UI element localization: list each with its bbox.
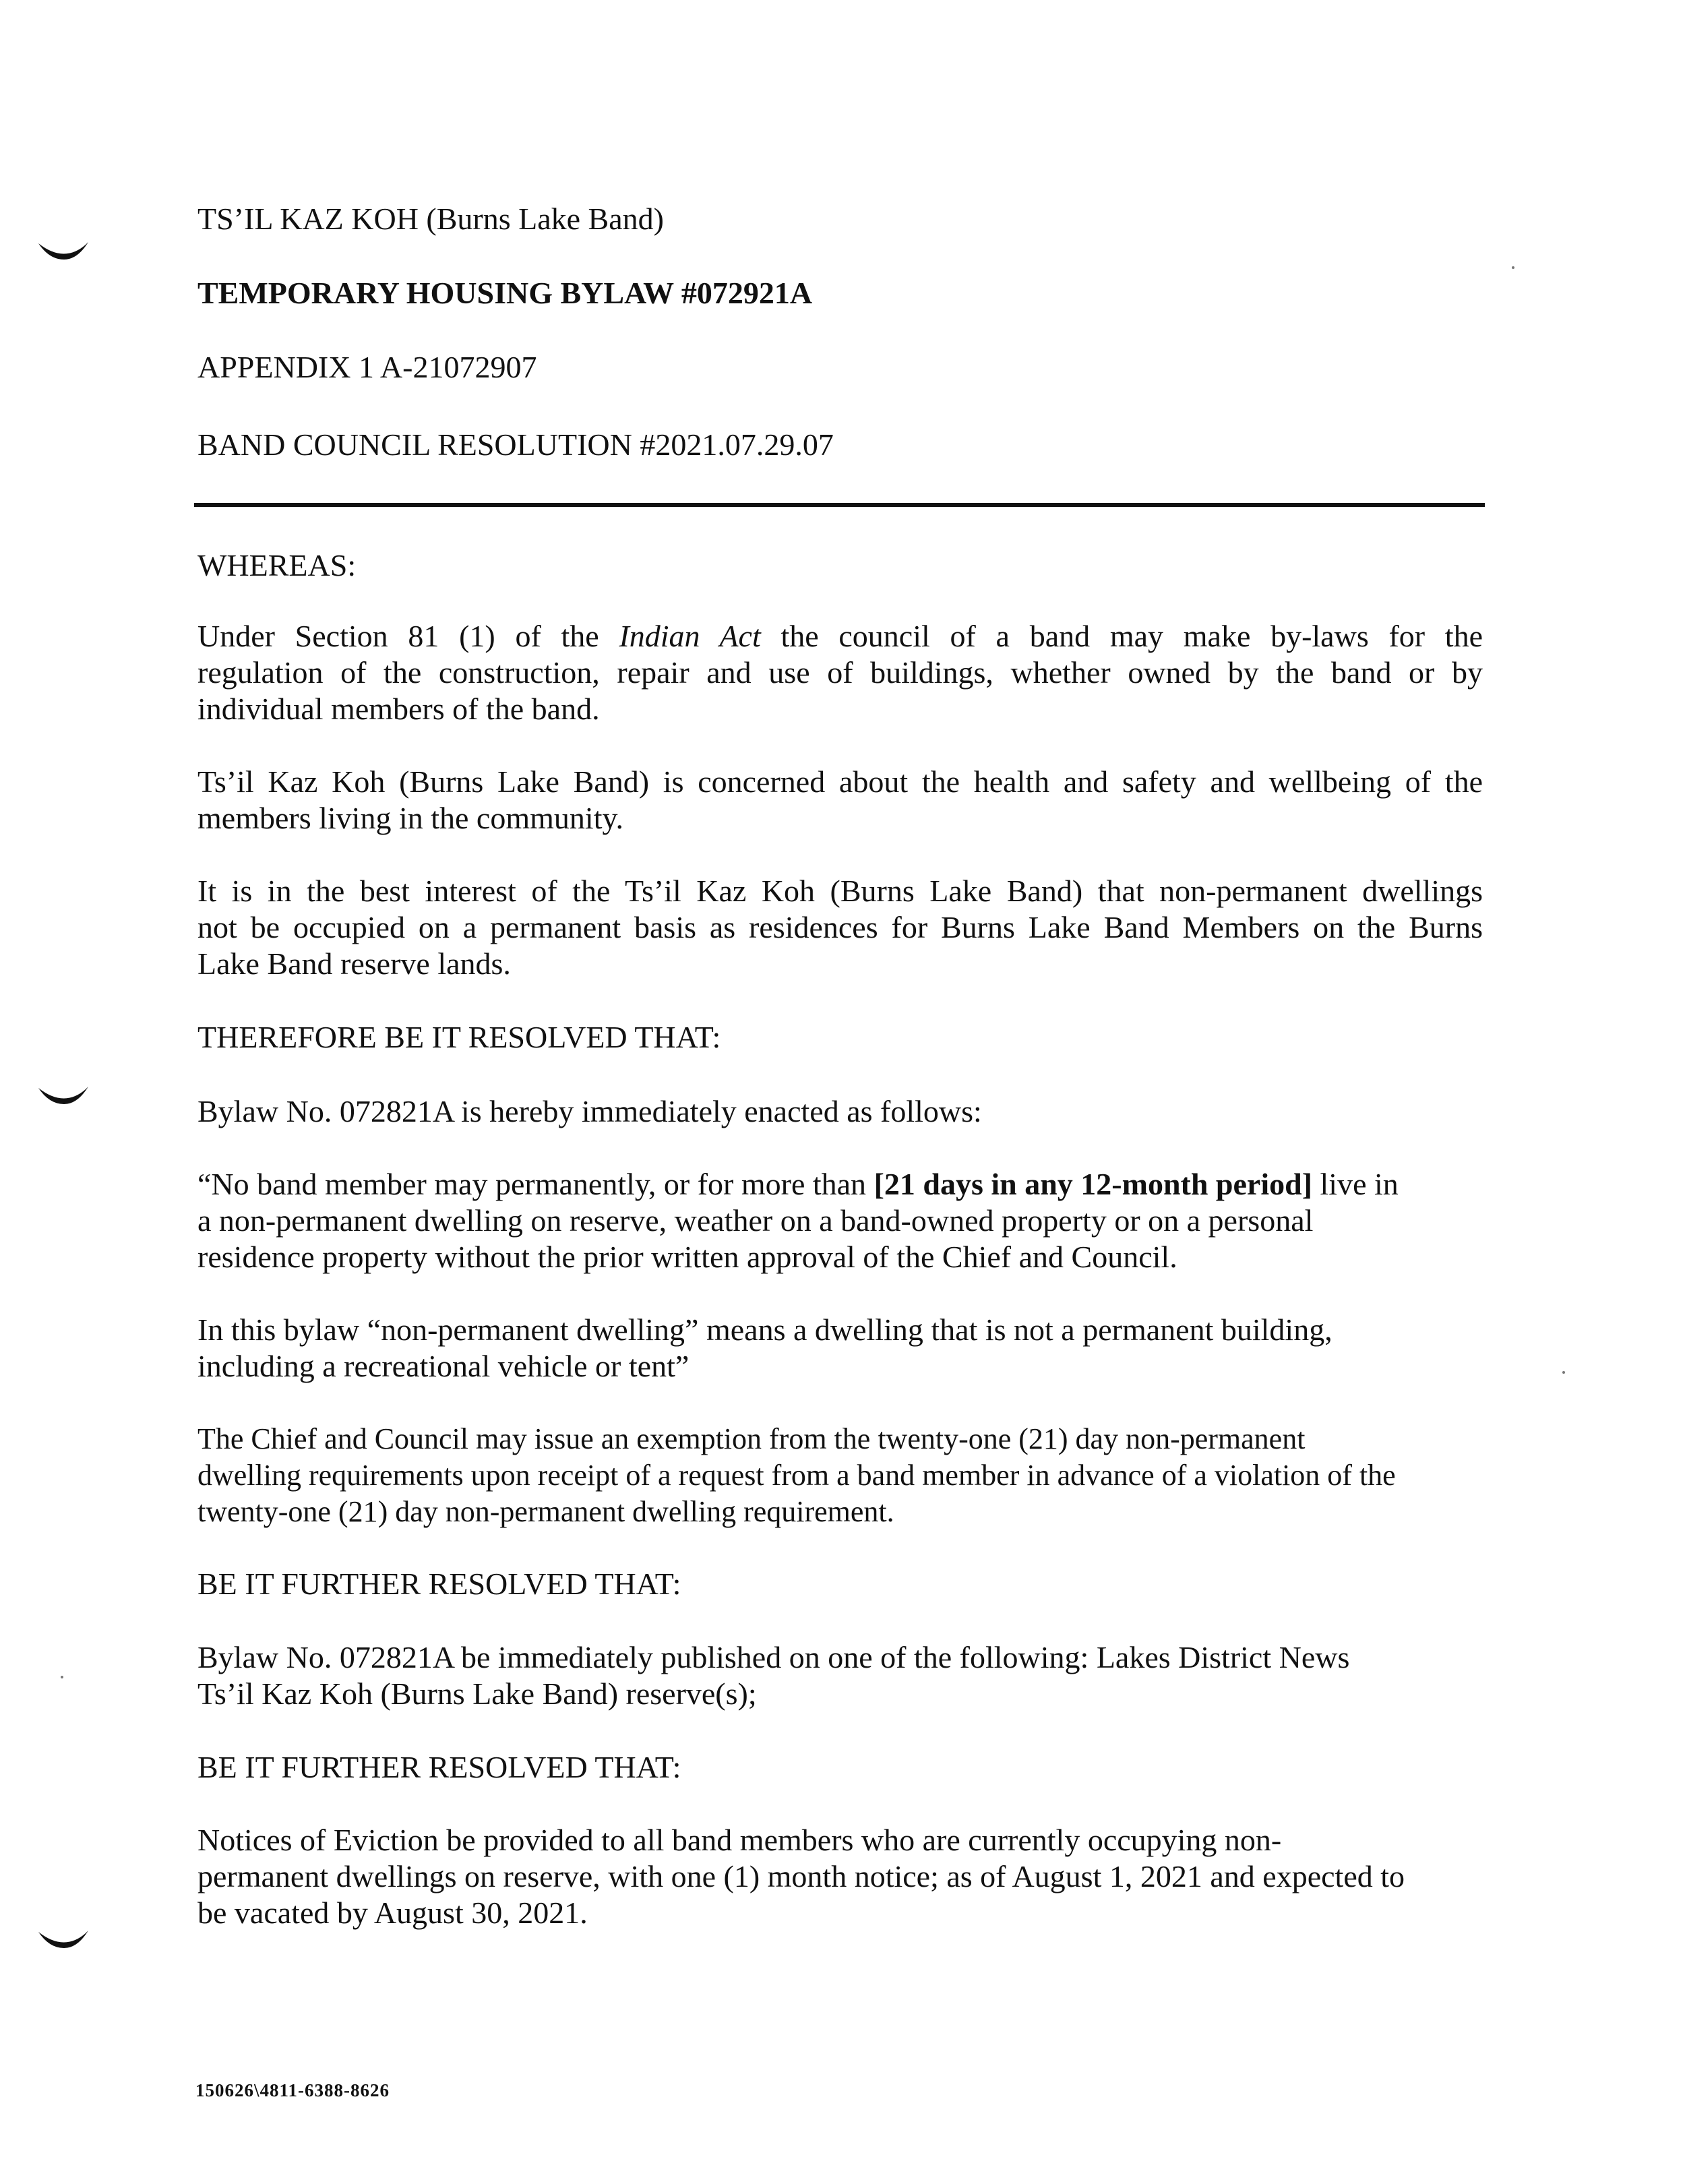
bylaw-enacted-statement: Bylaw No. 072821A is hereby immediately enacted as follows:: [197, 1094, 982, 1128]
paragraph-line: twenty-one (21) day non-permanent dwelling requirement.: [197, 1495, 894, 1528]
bylaw-text-paragraph: [197, 1166, 1492, 1275]
publication-paragraph: [197, 1639, 1349, 1712]
scan-speck: [61, 1676, 63, 1678]
header-divider: [194, 503, 1485, 507]
paragraph-line: dwelling requirements upon receipt of a request from a band member in advance of a violation of the: [197, 1459, 1396, 1492]
paragraph-line: not be occupied on a permanent basis as residences for Burns Lake Band Members on the Burns: [197, 910, 1483, 944]
band-name-heading: TS’IL KAZ KOH (Burns Lake Band): [197, 202, 664, 236]
appendix-label: APPENDIX 1 A-21072907: [197, 350, 537, 384]
paragraph-line: a non-permanent dwelling on reserve, weather on a band-owned property or on a personal: [197, 1203, 1314, 1238]
document-id-footer: 150626\4811-6388-8626: [195, 2080, 390, 2100]
further-resolved-heading-1: BE IT FURTHER RESOLVED THAT:: [197, 1567, 681, 1601]
paragraph-line: including a recreational vehicle or tent”: [197, 1349, 690, 1383]
paragraph-line: Notices of Eviction be provided to all band members who are currently occupying non-: [197, 1823, 1282, 1857]
definition-paragraph: [197, 1312, 1332, 1385]
exemption-paragraph: [197, 1421, 1396, 1530]
paragraph-line: It is in the best interest of the Ts’il Kaz Koh (Burns Lake Band) that non-permanent dwellings: [197, 874, 1483, 908]
scan-speck: [1562, 1371, 1565, 1374]
paragraph-line: members living in the community.: [197, 801, 623, 835]
paragraph-line: regulation of the construction, repair and use of buildings, whether owned by the band or by: [197, 655, 1483, 690]
paragraph-line: permanent dwellings on reserve, with one (1) month notice; as of August 1, 2021 and expected to: [197, 1859, 1405, 1893]
punch-hole-mark-bottom: [37, 1928, 91, 1955]
punch-hole-mark-top: [37, 239, 91, 266]
whereas-paragraph-health-safety: [197, 764, 1483, 837]
paragraph-line: Bylaw No. 072821A be immediately published on one of the following: Lakes District News: [197, 1640, 1350, 1674]
punch-hole-mark-middle: [37, 1084, 91, 1111]
bylaw-title: TEMPORARY HOUSING BYLAW #072921A: [197, 276, 813, 310]
indian-act-title: Indian Act: [619, 619, 761, 653]
eviction-notice-paragraph: [197, 1822, 1405, 1931]
paragraph-line: Under Section 81 (1) of the Indian Act the council of a band may make by-laws for the: [197, 619, 1483, 653]
whereas-heading: WHEREAS:: [197, 548, 357, 582]
paragraph-line: In this bylaw “non-permanent dwelling” means a dwelling that is not a permanent building,: [197, 1312, 1332, 1347]
therefore-heading: THEREFORE BE IT RESOLVED THAT:: [197, 1020, 721, 1054]
paragraph-line: be vacated by August 30, 2021.: [197, 1895, 588, 1930]
paragraph-line: The Chief and Council may issue an exemption from the twenty-one (21) day non-permanent: [197, 1422, 1306, 1455]
paragraph-line: Ts’il Kaz Koh (Burns Lake Band) reserve(s);: [197, 1676, 757, 1711]
day-limit-emphasis: [21 days in any 12-month period]: [874, 1167, 1313, 1201]
resolution-number: BAND COUNCIL RESOLUTION #2021.07.29.07: [197, 427, 834, 462]
paragraph-line: Ts’il Kaz Koh (Burns Lake Band) is concerned about the health and safety and wellbeing of the: [197, 764, 1483, 799]
paragraph-line: Lake Band reserve lands.: [197, 946, 511, 981]
paragraph-line: residence property without the prior written approval of the Chief and Council.: [197, 1240, 1177, 1274]
whereas-paragraph-section-81: [197, 618, 1483, 727]
scan-speck: [1512, 266, 1514, 269]
paragraph-line: individual members of the band.: [197, 692, 600, 726]
further-resolved-heading-2: BE IT FURTHER RESOLVED THAT:: [197, 1750, 681, 1784]
paragraph-line: “No band member may permanently, or for more than [21 days in any 12-month period] live in: [197, 1167, 1399, 1201]
whereas-paragraph-best-interest: [197, 873, 1483, 982]
